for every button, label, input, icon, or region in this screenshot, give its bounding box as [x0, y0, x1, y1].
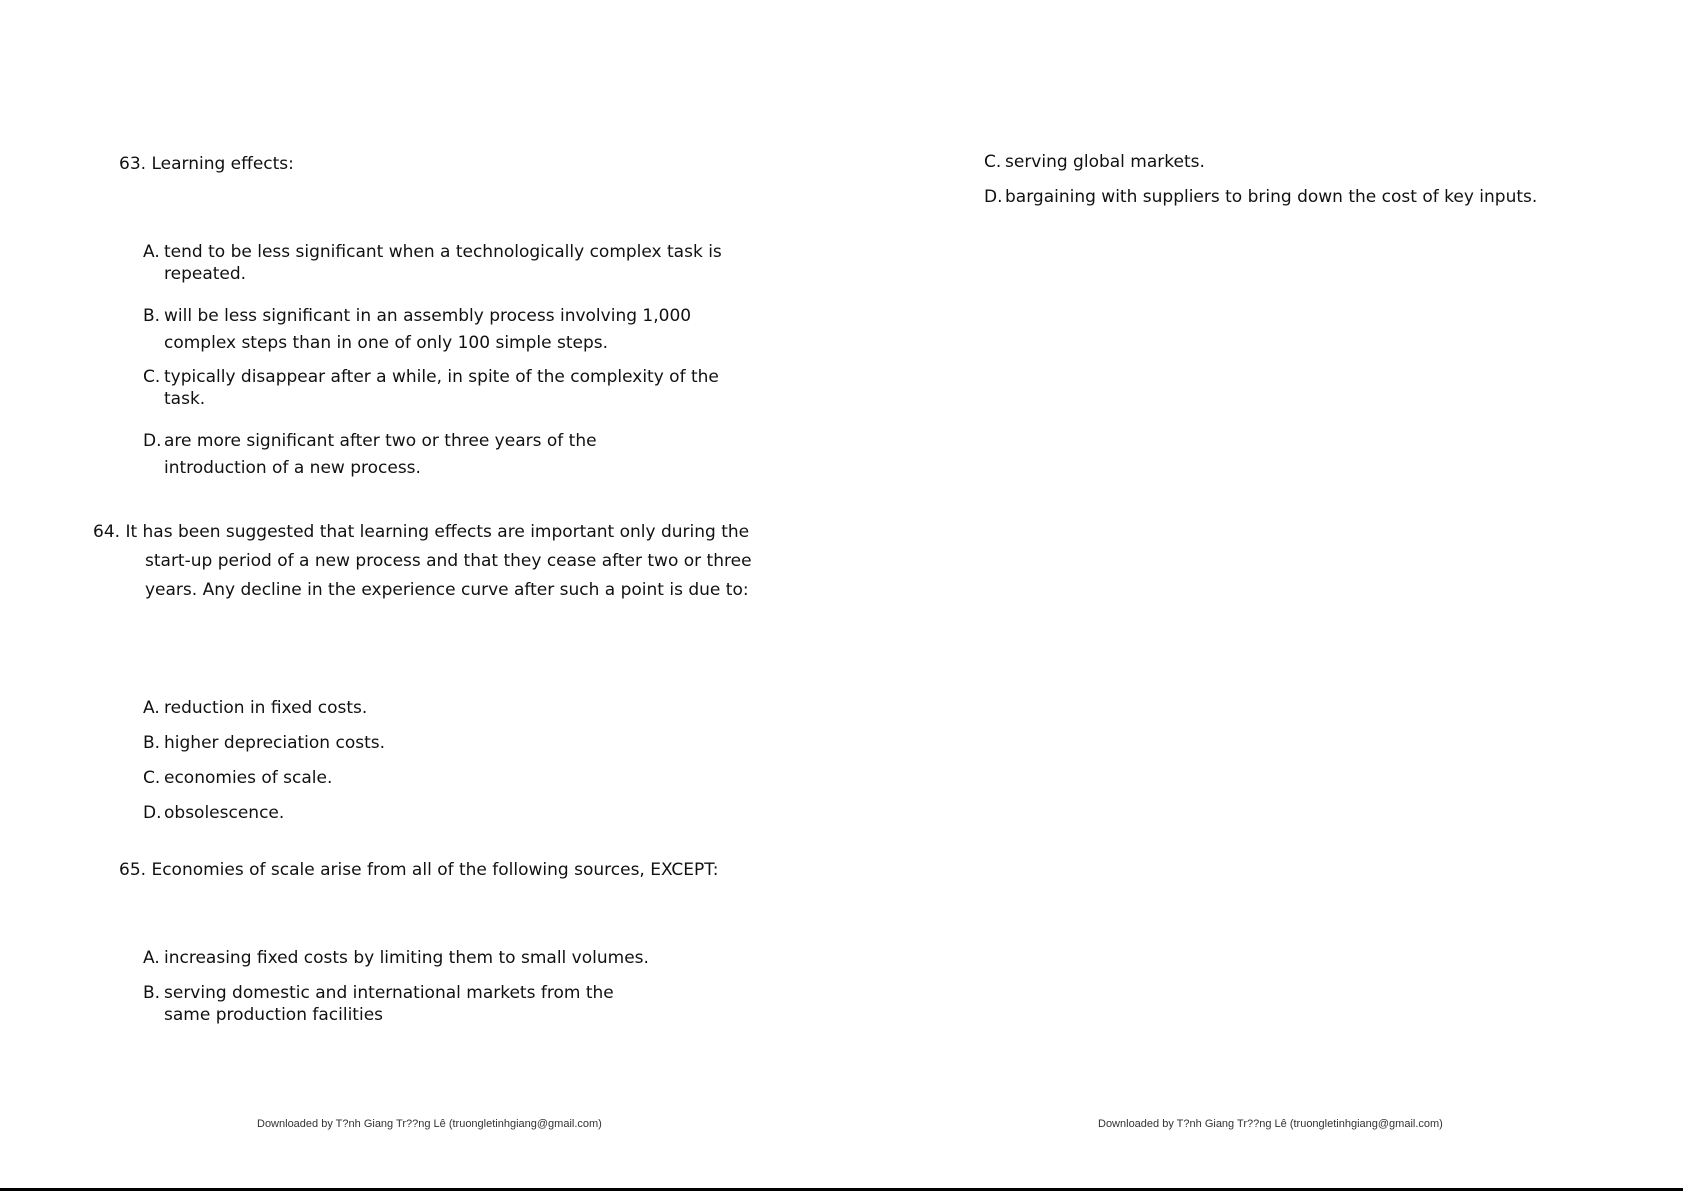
option-text: tend to be less significant when a technologically complex task is repeated.: [164, 242, 722, 284]
option-text: will be less significant in an assembly process involving 1,000 complex steps than in one of only 100 simple steps.: [164, 306, 692, 353]
answer-option-b: [143, 303, 703, 357]
option-letter: A.: [143, 698, 160, 718]
answer-option-c: [984, 151, 1664, 173]
answer-option-a: [143, 241, 723, 285]
answer-option-a: [143, 697, 723, 719]
download-footer: Downloaded by T?nh Giang Tr??ng Lê (truongletinhgiang@gmail.com): [257, 1118, 602, 1130]
question-text: Economies of scale arise from all of the following sources, EXCEPT:: [151, 860, 719, 880]
option-text: serving global markets.: [1005, 152, 1205, 172]
answer-option-d: [143, 428, 603, 482]
question-text: It has been suggested that learning effects are important only during the start-up period of a new process and that they cease after two or three years. Any decline in the experience curve after such a point is due to:: [125, 522, 752, 600]
question-text: Learning effects:: [151, 154, 294, 174]
question-number: 64.: [93, 522, 121, 542]
answer-option-d: [143, 802, 723, 824]
option-text: economies of scale.: [164, 768, 333, 788]
option-text: are more significant after two or three years of the introduction of a new process.: [164, 431, 597, 478]
question-stem: [93, 518, 755, 605]
option-letter: C.: [143, 367, 161, 387]
answer-option-a: [143, 947, 743, 969]
left-page: [0, 0, 840, 1188]
option-text: serving domestic and international markets from the same production facilities: [164, 983, 614, 1025]
option-text: reduction in fixed costs.: [164, 698, 368, 718]
question-stem: [119, 150, 729, 179]
answer-option-c: [143, 366, 723, 410]
option-letter: A.: [143, 242, 160, 262]
option-letter: C.: [984, 152, 1002, 172]
answer-option-c: [143, 767, 723, 789]
answer-option-b: [143, 732, 723, 754]
option-text: increasing fixed costs by limiting them to small volumes.: [164, 948, 649, 968]
option-letter: D.: [984, 187, 1003, 207]
option-text: bargaining with suppliers to bring down the cost of key inputs.: [1005, 187, 1538, 207]
right-page: [840, 0, 1680, 1188]
option-letter: C.: [143, 768, 161, 788]
question-number: 65.: [119, 860, 147, 880]
answer-option-b: [143, 982, 663, 1026]
option-letter: D.: [143, 431, 162, 451]
download-footer: Downloaded by T?nh Giang Tr??ng Lê (truongletinhgiang@gmail.com): [1098, 1118, 1443, 1130]
option-text: typically disappear after a while, in spite of the complexity of the task.: [164, 367, 719, 409]
option-text: obsolescence.: [164, 803, 285, 823]
question-stem: [119, 856, 759, 885]
question-number: 63.: [119, 154, 147, 174]
option-text: higher depreciation costs.: [164, 733, 386, 753]
answer-option-d: [984, 186, 1664, 208]
option-letter: B.: [143, 983, 161, 1003]
option-letter: B.: [143, 733, 161, 753]
option-letter: B.: [143, 306, 161, 326]
option-letter: A.: [143, 948, 160, 968]
option-letter: D.: [143, 803, 162, 823]
